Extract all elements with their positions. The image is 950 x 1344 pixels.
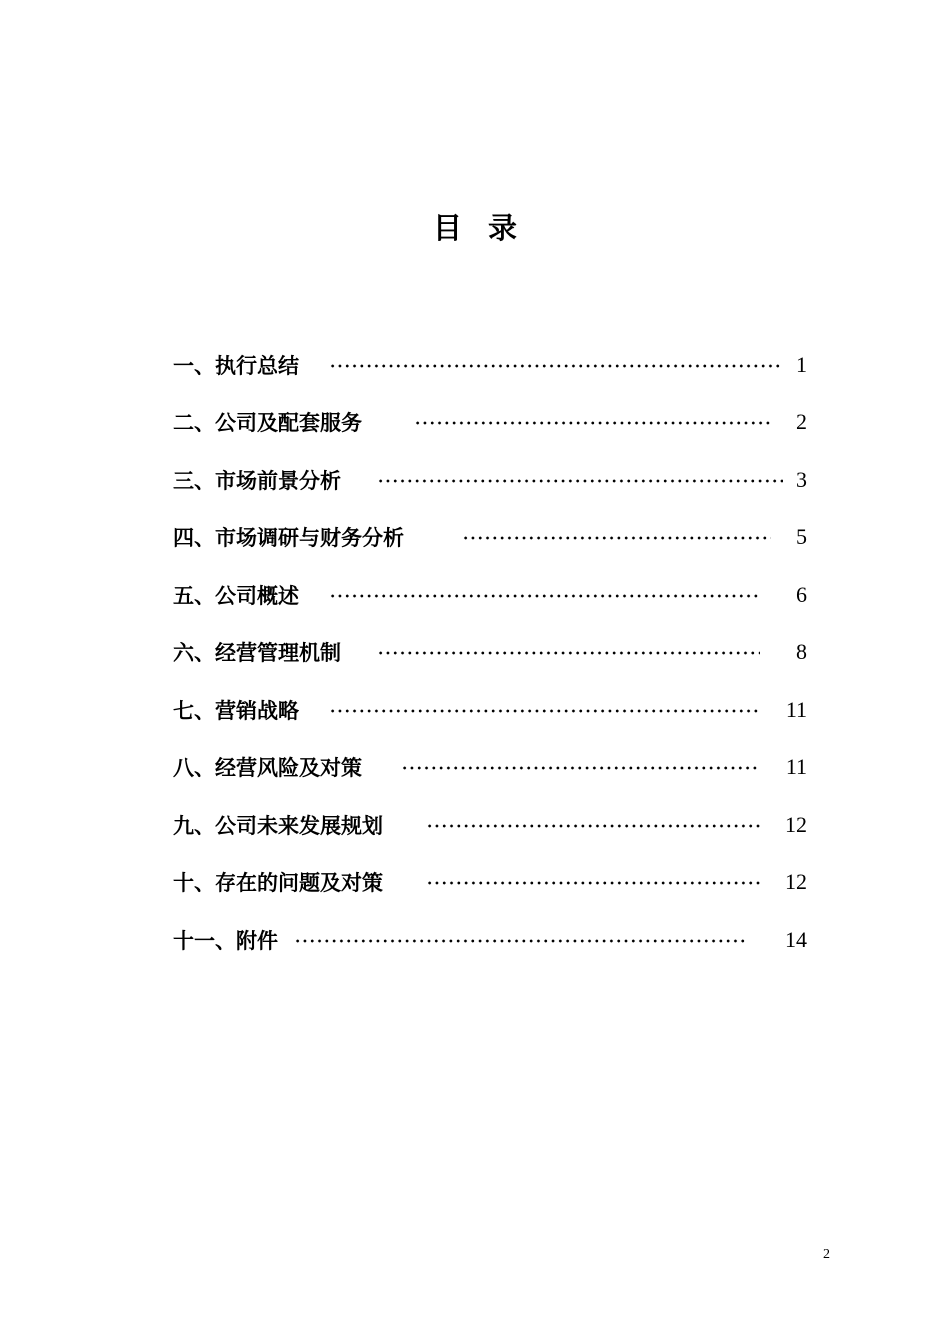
toc-entry-label: 一、执行总结 [173, 353, 299, 378]
dot-leader [377, 651, 760, 655]
dot-leader [426, 824, 760, 828]
toc-entry-label: 七、营销战略 [173, 698, 299, 723]
toc-entry-label: 九、公司未来发展规划 [173, 813, 383, 838]
toc-entry-label: 十、存在的问题及对策 [173, 871, 383, 896]
toc-entry-page: 11 [785, 696, 807, 722]
toc-entry[interactable] [173, 911, 809, 969]
toc-entry[interactable] [173, 739, 809, 797]
toc-entry-page: 14 [785, 926, 807, 952]
dot-leader [294, 939, 748, 943]
dot-leader [329, 594, 760, 598]
toc-entry-label: 五、公司概述 [173, 583, 299, 608]
toc-entry-page: 6 [796, 581, 807, 607]
toc-entry[interactable] [173, 681, 809, 739]
dot-leader [329, 709, 760, 713]
toc-entry-page: 11 [785, 754, 807, 780]
toc-entry-page: 2 [796, 409, 807, 435]
dot-leader [377, 479, 783, 483]
toc-entry-label: 十一、附件 [173, 928, 278, 953]
toc-entry-page: 8 [796, 639, 807, 665]
toc-entry[interactable] [173, 509, 809, 567]
dot-leader [414, 421, 771, 425]
table-of-contents [173, 336, 809, 969]
page-number: 2 [823, 1247, 830, 1262]
toc-entry[interactable] [173, 336, 809, 394]
toc-entry[interactable] [173, 394, 809, 452]
toc-entry-label: 二、公司及配套服务 [173, 411, 362, 436]
toc-title: 目录 [432, 211, 543, 245]
toc-entry-label: 八、经营风险及对策 [173, 756, 362, 781]
dot-leader [426, 881, 760, 885]
toc-entry-page: 1 [796, 351, 807, 377]
toc-entry-label: 三、市场前景分析 [173, 468, 341, 493]
toc-entry-page: 5 [796, 524, 807, 550]
toc-entry-label: 四、市场调研与财务分析 [173, 526, 404, 551]
dot-leader [401, 766, 760, 770]
toc-entry-label: 六、经营管理机制 [173, 641, 341, 666]
toc-entry[interactable] [173, 566, 809, 624]
toc-entry[interactable] [173, 854, 809, 912]
toc-entry[interactable] [173, 451, 809, 509]
toc-entry-page: 12 [785, 811, 807, 837]
toc-entry-page: 3 [796, 466, 807, 492]
toc-entry[interactable] [173, 624, 809, 682]
toc-entry[interactable] [173, 796, 809, 854]
toc-entry-page: 12 [785, 869, 807, 895]
dot-leader [462, 536, 771, 540]
dot-leader [329, 364, 783, 368]
